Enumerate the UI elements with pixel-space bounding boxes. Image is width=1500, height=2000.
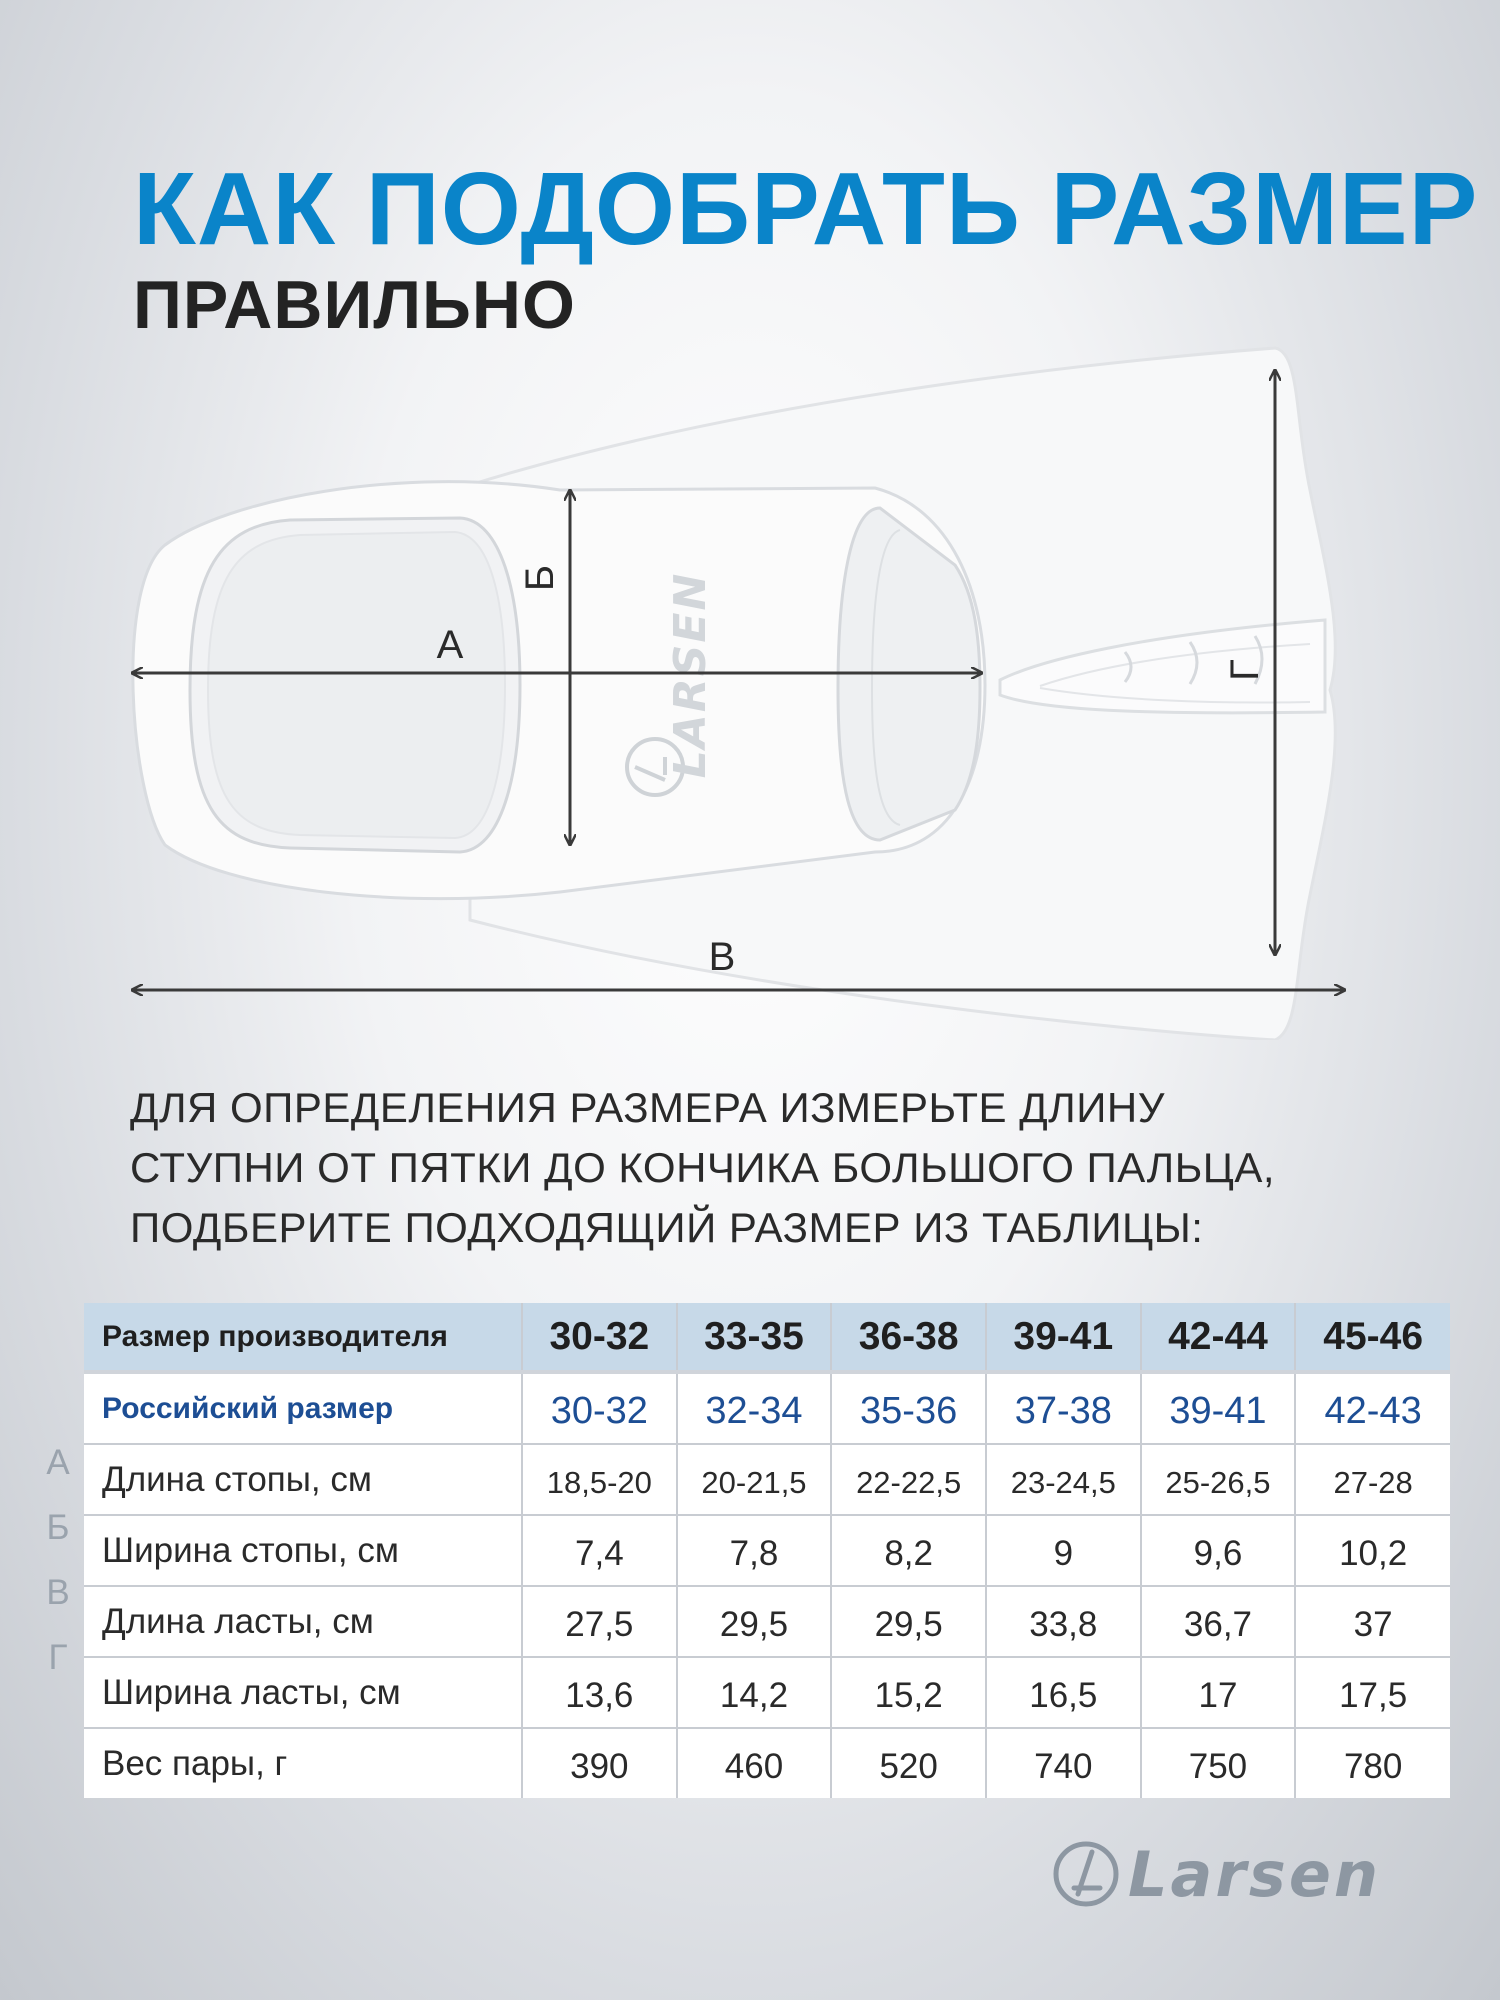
row-letter-b: Б (46, 1508, 70, 1547)
table-cell: 20-21,5 (677, 1444, 832, 1515)
row-letter-v: В (46, 1573, 70, 1612)
table-cell: 520 (831, 1728, 986, 1798)
dimension-label-a: А (436, 623, 464, 667)
instruction-text (130, 1078, 1430, 1258)
table-cell: 13,6 (522, 1657, 677, 1728)
table-cell: 45-46 (1295, 1303, 1450, 1372)
table-cell: 23-24,5 (986, 1444, 1141, 1515)
larsen-logo (1048, 1836, 1438, 1912)
table-row (84, 1444, 1450, 1515)
table-cell: 740 (986, 1728, 1141, 1798)
row-label: Длина стопы, см (84, 1444, 522, 1515)
table-cell: 25-26,5 (1141, 1444, 1296, 1515)
table-cell: 30-32 (522, 1303, 677, 1372)
table-cell: 27,5 (522, 1586, 677, 1657)
table-cell: 33-35 (677, 1303, 832, 1372)
row-label: Размер производителя (84, 1303, 522, 1372)
row-letter-a: А (46, 1443, 70, 1482)
table-cell: 36,7 (1141, 1586, 1296, 1657)
table-row (84, 1586, 1450, 1657)
row-label: Ширина стопы, см (84, 1515, 522, 1586)
table-cell: 750 (1141, 1728, 1296, 1798)
table-cell: 17 (1141, 1657, 1296, 1728)
size-table-wrapper (84, 1303, 1450, 1798)
table-cell: 42-44 (1141, 1303, 1296, 1372)
table-cell: 35-36 (831, 1372, 986, 1444)
table-cell: 7,8 (677, 1515, 832, 1586)
table-cell: 9 (986, 1515, 1141, 1586)
size-table (84, 1303, 1450, 1798)
table-cell: 460 (677, 1728, 832, 1798)
table-cell: 30-32 (522, 1372, 677, 1444)
table-cell: 22-22,5 (831, 1444, 986, 1515)
row-label: Российский размер (84, 1372, 522, 1444)
table-cell: 390 (522, 1728, 677, 1798)
table-cell: 42-43 (1295, 1372, 1450, 1444)
table-cell: 37-38 (986, 1372, 1141, 1444)
table-cell: 39-41 (986, 1303, 1141, 1372)
dimension-label-v: В (708, 935, 736, 979)
page-title: КАК ПОДОБРАТЬ РАЗМЕР (133, 151, 1479, 266)
row-label: Ширина ласты, см (84, 1657, 522, 1728)
table-cell: 7,4 (522, 1515, 677, 1586)
table-cell: 17,5 (1295, 1657, 1450, 1728)
table-cell: 9,6 (1141, 1515, 1296, 1586)
table-cell: 39-41 (1141, 1372, 1296, 1444)
table-cell: 14,2 (677, 1657, 832, 1728)
table-cell: 33,8 (986, 1586, 1141, 1657)
table-row (84, 1657, 1450, 1728)
instruction-line: ПОДБЕРИТЕ ПОДХОДЯЩИЙ РАЗМЕР ИЗ ТАБЛИЦЫ: (130, 1204, 1204, 1251)
instruction-line: СТУПНИ ОТ ПЯТКИ ДО КОНЧИКА БОЛЬШОГО ПАЛЬЦА, (130, 1144, 1276, 1191)
page-subtitle: ПРАВИЛЬНО (133, 267, 576, 343)
larsen-logo-text: Larsen (1128, 1838, 1382, 1911)
fin-diagram (0, 340, 1500, 1040)
russian-size-row (84, 1372, 1450, 1444)
table-cell: 10,2 (1295, 1515, 1450, 1586)
row-letter-g: Г (48, 1638, 68, 1677)
table-row (84, 1728, 1450, 1798)
table-cell: 780 (1295, 1728, 1450, 1798)
table-cell: 36-38 (831, 1303, 986, 1372)
table-cell: 15,2 (831, 1657, 986, 1728)
dimension-label-b: Б (518, 564, 562, 592)
table-cell: 8,2 (831, 1515, 986, 1586)
instruction-line: ДЛЯ ОПРЕДЕЛЕНИЯ РАЗМЕРА ИЗМЕРЬТЕ ДЛИНУ (130, 1084, 1165, 1131)
table-cell: 37 (1295, 1586, 1450, 1657)
table-cell: 18,5-20 (522, 1444, 677, 1515)
table-cell: 16,5 (986, 1657, 1141, 1728)
fin-brand-text: LARSEN (665, 571, 716, 779)
row-label: Вес пары, г (84, 1728, 522, 1798)
table-cell: 29,5 (831, 1586, 986, 1657)
table-cell: 32-34 (677, 1372, 832, 1444)
row-label: Длина ласты, см (84, 1586, 522, 1657)
manufacturer-size-row (84, 1303, 1450, 1372)
table-cell: 29,5 (677, 1586, 832, 1657)
table-cell: 27-28 (1295, 1444, 1450, 1515)
table-row (84, 1515, 1450, 1586)
dimension-label-g: Г (1223, 659, 1267, 681)
